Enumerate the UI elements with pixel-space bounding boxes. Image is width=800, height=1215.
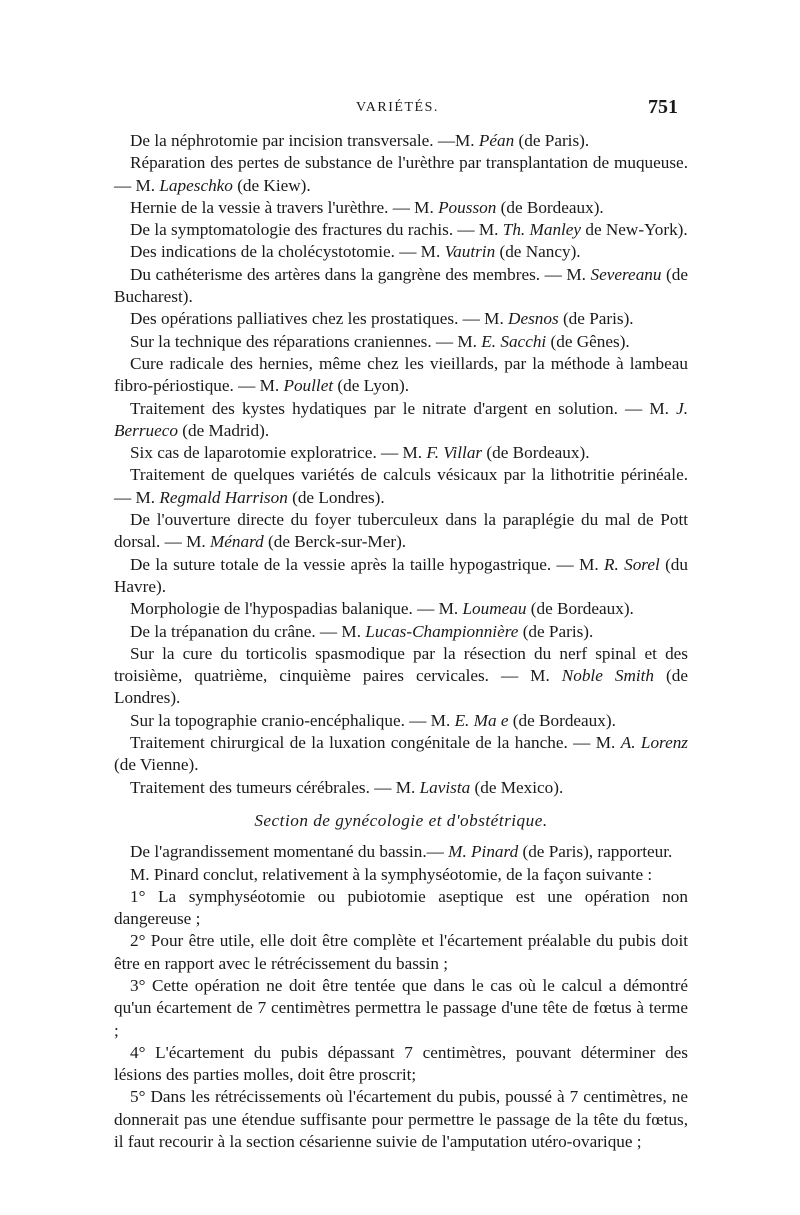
author-name: Loumeau xyxy=(462,599,527,619)
author-origin: (de Paris). xyxy=(558,309,634,329)
entry-text: Du cathéterisme des artères dans la gangrène des membres. — M. xyxy=(130,264,591,284)
entry-text: Cure radicale des hernies, même chez les vieillards, par la méthode à lambeau fibro-périostique. — M. xyxy=(114,353,688,396)
communication-entry xyxy=(114,197,688,219)
author-origin: (de Gênes). xyxy=(546,331,630,351)
entry-text: Traitement des kystes hydatiques par le nitrate d'argent en solution. — M. xyxy=(130,398,677,418)
section-paragraph xyxy=(114,975,688,1042)
author-name: Ménard xyxy=(209,532,264,552)
author-origin: (de Nancy). xyxy=(495,242,581,262)
author-origin: (de Paris), rapporteur. xyxy=(518,842,673,862)
communication-entry xyxy=(114,331,688,353)
author-name: Poullet xyxy=(283,376,334,396)
author-name: Vautrin xyxy=(444,242,496,262)
entry-text: De l'ouverture directe du foyer tuberculeux dans la paraplégie du mal de Pott dorsal. — M. xyxy=(114,510,688,552)
section-paragraph xyxy=(114,930,688,975)
author-name: Lapeschko xyxy=(159,175,233,195)
communication-entry xyxy=(114,152,688,197)
author-origin: (de Londres). xyxy=(287,487,385,507)
author-origin: (de Kiew). xyxy=(232,175,311,195)
author-name: Péan xyxy=(478,131,515,150)
author-origin: de New-York). xyxy=(581,220,688,240)
entry-text: De l'agrandissement momentané du bassin.— xyxy=(130,842,449,862)
author-name: F. Villar xyxy=(426,443,483,463)
author-origin: (de Londres). xyxy=(114,666,688,708)
communication-entry xyxy=(114,710,688,732)
entry-text: De la trépanation du crâne. — M. xyxy=(130,621,366,641)
entry-text: Sur la technique des réparations craniennes. — M. xyxy=(130,331,482,351)
author-origin: (de Berck-sur-Mer). xyxy=(263,532,407,552)
communication-entry xyxy=(114,643,688,710)
communication-entry xyxy=(114,509,688,554)
communication-entry xyxy=(114,598,688,620)
author-name: Desnos xyxy=(508,309,559,329)
entry-text: Traitement de quelques variétés de calculs vésicaux par la lithotritie périnéale. — M. xyxy=(114,465,688,507)
author-name: Noble Smith xyxy=(561,666,655,686)
author-origin: (de Bordeaux). xyxy=(526,599,634,619)
section-paragraph xyxy=(114,1086,688,1153)
author-origin: (de Paris). xyxy=(518,621,594,641)
entry-text: M. Pinard conclut, relativement à la symphyséotomie, de la façon suivante : xyxy=(130,864,653,884)
author-name: E. Ma e xyxy=(454,710,509,730)
author-name: R. Sorel xyxy=(603,554,660,574)
communication-entry xyxy=(114,241,688,263)
author-name: Lucas-Championnière xyxy=(365,621,519,641)
entry-text: Réparation des pertes de substance de l'urèthre par transplantation de muqueuse. — M. xyxy=(114,153,688,195)
communication-entry xyxy=(114,732,688,777)
author-origin: (de Vienne). xyxy=(114,755,199,775)
running-title: VARIÉTÉS. xyxy=(356,100,439,115)
communication-entry xyxy=(114,308,688,330)
author-name: Th. Manley xyxy=(502,220,582,240)
entry-text: Des indications de la cholécystotomie. — M. xyxy=(130,242,445,262)
entry-text: 1° La symphyséotomie ou pubiotomie aseptique est une opération non dangereuse ; xyxy=(114,886,688,929)
author-name: J. Berrueco xyxy=(114,398,688,440)
author-origin: (de Bordeaux). xyxy=(508,710,616,730)
section-paragraph xyxy=(114,1042,688,1087)
entry-text: Hernie de la vessie à travers l'urèthre. — M. xyxy=(130,197,439,217)
section-paragraph xyxy=(114,864,688,886)
communications-list xyxy=(114,130,688,799)
author-name: Regmald Harrison xyxy=(159,487,288,507)
author-name: E. Sacchi xyxy=(481,331,547,351)
author-name: Severeanu xyxy=(590,264,662,284)
section-text xyxy=(114,841,688,1153)
entry-text: Des opérations palliatives chez les prostatiques. — M. xyxy=(130,309,509,329)
entry-text: De la symptomatologie des fractures du rachis. — M. xyxy=(130,220,503,240)
author-origin: (de Paris). xyxy=(514,131,590,150)
entry-text: Traitement des tumeurs cérébrales. — M. xyxy=(130,777,420,797)
author-name: Pousson xyxy=(438,197,497,217)
entry-text: 3° Cette opération ne doit être tentée que dans le cas où le calcul a démontré qu'un écartement de 7 centimètres permettra le passage d'une tête de fœtus à terme ; xyxy=(114,975,688,1040)
communication-entry xyxy=(114,442,688,464)
page-header xyxy=(0,96,800,126)
communication-entry xyxy=(114,130,688,152)
entry-text: 4° L'écartement du pubis dépassant 7 centimètres, pouvant déterminer des lésions des parties molles, doit être proscrit; xyxy=(114,1042,688,1085)
communication-entry xyxy=(114,621,688,643)
entry-text: De la néphrotomie par incision transversale. —M. xyxy=(130,131,479,150)
communication-entry xyxy=(114,464,688,509)
author-name: A. Lorenz xyxy=(620,733,688,753)
author-origin: (de Mexico). xyxy=(470,777,564,797)
author-origin: (de Madrid). xyxy=(177,420,270,440)
entry-text: Traitement chirurgical de la luxation congénitale de la hanche. — M. xyxy=(130,733,621,753)
page-body xyxy=(114,130,688,1153)
entry-text: 5° Dans les rétrécissements où l'écartement du pubis, poussé à 7 centimètres, ne donnerait pas une étendue suffisante pour permettre le passage de la tête du fœtus, il faut recourir à la section césarienne suivie de l'amputation utéro-ovarique ; xyxy=(114,1087,688,1152)
communication-entry xyxy=(114,777,688,799)
communication-entry xyxy=(114,219,688,241)
communication-entry xyxy=(114,398,688,443)
entry-text: Six cas de laparotomie exploratrice. — M. xyxy=(130,443,427,463)
author-origin: (de Bucharest). xyxy=(114,264,688,307)
entry-text: 2° Pour être utile, elle doit être complète et l'écartement préalable du pubis doit être en rapport avec le rétrécissement du bassin ; xyxy=(114,931,688,973)
communication-entry xyxy=(114,264,688,309)
author-origin: (de Lyon). xyxy=(333,376,410,396)
entry-text: Morphologie de l'hypospadias balanique. — M. xyxy=(130,599,463,619)
author-origin: (du Havre). xyxy=(114,554,688,596)
communication-entry xyxy=(114,353,688,398)
author-name: Lavista xyxy=(419,777,471,797)
communication-entry xyxy=(114,554,688,599)
entry-text: Sur la topographie cranio-encéphalique. — M. xyxy=(130,710,455,730)
author-origin: (de Bordeaux). xyxy=(496,197,604,217)
entry-text: De la suture totale de la vessie après la taille hypogastrique. — M. xyxy=(130,554,604,574)
page-number: 751 xyxy=(648,96,678,118)
author-name: M. Pinard xyxy=(448,842,519,862)
section-title: Section de gynécologie et d'obstétrique. xyxy=(254,810,548,830)
section-paragraph xyxy=(114,886,688,931)
section-paragraph xyxy=(114,841,688,863)
author-origin: (de Bordeaux). xyxy=(482,443,590,463)
entry-text: Sur la cure du torticolis spasmodique par la résection du nerf spinal et des troisième, quatrième, cinquième paires cervicales. — M. xyxy=(114,643,688,686)
